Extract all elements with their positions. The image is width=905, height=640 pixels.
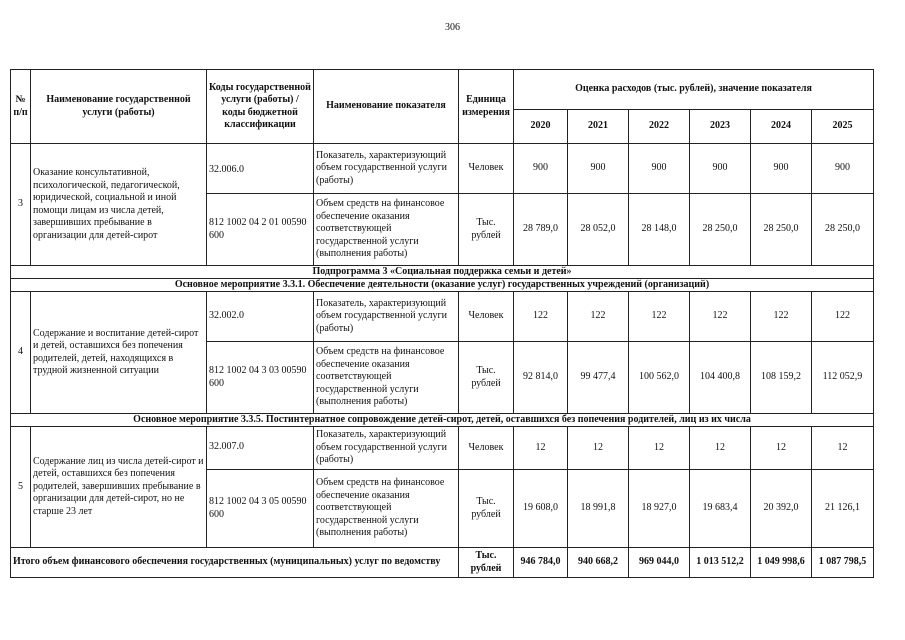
value-cell: 122 xyxy=(690,292,751,342)
value-cell: 122 xyxy=(751,292,812,342)
value-cell: 28 789,0 xyxy=(514,194,568,266)
value-cell: 900 xyxy=(514,144,568,194)
header-num: № п/п xyxy=(11,70,31,144)
value-cell: 122 xyxy=(812,292,874,342)
value-cell: 12 xyxy=(751,427,812,470)
value-cell: 18 991,8 xyxy=(568,470,629,548)
value-cell: 122 xyxy=(514,292,568,342)
row-number: 5 xyxy=(11,427,31,548)
value-cell: 900 xyxy=(812,144,874,194)
value-cell: 108 159,2 xyxy=(751,342,812,414)
header-year: 2022 xyxy=(629,110,690,144)
value-cell: 92 814,0 xyxy=(514,342,568,414)
indicator-name: Объем средств на финансовое обеспечение оказания соответствующей государственной услуги (выполнения работы) xyxy=(314,194,459,266)
subprogram-heading: Подпрограмма 3 «Социальная поддержка семьи и детей» xyxy=(11,266,874,279)
expenses-table xyxy=(10,69,874,578)
service-code: 32.007.0 xyxy=(207,427,314,470)
budget-code: 812 1002 04 2 01 00590 600 xyxy=(207,194,314,266)
unit: Человек xyxy=(459,427,514,470)
header-indicator: Наименование показателя xyxy=(314,70,459,144)
unit: Человек xyxy=(459,144,514,194)
row-number: 4 xyxy=(11,292,31,414)
header-estimate: Оценка расходов (тыс. рублей), значение показателя xyxy=(514,70,874,110)
indicator-name: Показатель, характеризующий объем государственной услуги (работы) xyxy=(314,144,459,194)
indicator-name: Показатель, характеризующий объем государственной услуги (работы) xyxy=(314,427,459,470)
indicator-name: Объем средств на финансовое обеспечение оказания соответствующей государственной услуги (выполнения работы) xyxy=(314,342,459,414)
total-value: 1 013 512,2 xyxy=(690,548,751,578)
indicator-name: Объем средств на финансовое обеспечение оказания соответствующей государственной услуги (выполнения работы) xyxy=(314,470,459,548)
value-cell: 900 xyxy=(690,144,751,194)
header-year: 2020 xyxy=(514,110,568,144)
total-value: 969 044,0 xyxy=(629,548,690,578)
total-value: 1 049 998,6 xyxy=(751,548,812,578)
value-cell: 28 250,0 xyxy=(751,194,812,266)
value-cell: 122 xyxy=(568,292,629,342)
unit: Тыс. рублей xyxy=(459,342,514,414)
page-number: 306 xyxy=(445,22,460,33)
total-value: 1 087 798,5 xyxy=(812,548,874,578)
value-cell: 900 xyxy=(568,144,629,194)
service-code: 32.006.0 xyxy=(207,144,314,194)
header-year: 2025 xyxy=(812,110,874,144)
total-label: Итого объем финансового обеспечения государственных (муниципальных) услуг по ведомству xyxy=(11,548,459,578)
row-number: 3 xyxy=(11,144,31,266)
value-cell: 28 250,0 xyxy=(690,194,751,266)
service-name: Содержание и воспитание детей-сирот и детей, оставшихся без попечения родителей, детей, находящихся в трудной жизненной ситуации xyxy=(31,292,207,414)
service-name: Оказание консультативной, психологической, педагогической, юридической, социальной и иной помощи лицам из числа детей, завершивших пребывание в организации для детей-сирот xyxy=(31,144,207,266)
value-cell: 900 xyxy=(751,144,812,194)
value-cell: 19 608,0 xyxy=(514,470,568,548)
header-year: 2024 xyxy=(751,110,812,144)
value-cell: 12 xyxy=(514,427,568,470)
value-cell: 19 683,4 xyxy=(690,470,751,548)
service-name: Содержание лиц из числа детей-сирот и детей, оставшихся без попечения родителей, завершивших пребывание в организации для детей-сирот, но не старше 23 лет xyxy=(31,427,207,548)
value-cell: 28 052,0 xyxy=(568,194,629,266)
value-cell: 21 126,1 xyxy=(812,470,874,548)
header-year: 2021 xyxy=(568,110,629,144)
header-codes: Коды государственной услуги (работы) / коды бюджетной классификации xyxy=(207,70,314,144)
value-cell: 18 927,0 xyxy=(629,470,690,548)
value-cell: 20 392,0 xyxy=(751,470,812,548)
value-cell: 28 250,0 xyxy=(812,194,874,266)
unit: Тыс. рублей xyxy=(459,194,514,266)
value-cell: 104 400,8 xyxy=(690,342,751,414)
budget-code: 812 1002 04 3 05 00590 600 xyxy=(207,470,314,548)
value-cell: 12 xyxy=(568,427,629,470)
activity-heading: Основное мероприятие 3.3.1. Обеспечение деятельности (оказание услуг) государственных учреждений (организаций) xyxy=(11,279,874,292)
header-year: 2023 xyxy=(690,110,751,144)
value-cell: 12 xyxy=(812,427,874,470)
value-cell: 100 562,0 xyxy=(629,342,690,414)
value-cell: 122 xyxy=(629,292,690,342)
service-code: 32.002.0 xyxy=(207,292,314,342)
total-unit: Тыс. рублей xyxy=(459,548,514,578)
unit: Тыс. рублей xyxy=(459,470,514,548)
budget-code: 812 1002 04 3 03 00590 600 xyxy=(207,342,314,414)
value-cell: 900 xyxy=(629,144,690,194)
indicator-name: Показатель, характеризующий объем государственной услуги (работы) xyxy=(314,292,459,342)
header-unit: Единица измерения xyxy=(459,70,514,144)
value-cell: 112 052,9 xyxy=(812,342,874,414)
value-cell: 28 148,0 xyxy=(629,194,690,266)
total-value: 946 784,0 xyxy=(514,548,568,578)
value-cell: 12 xyxy=(690,427,751,470)
header-service: Наименование государственной услуги (работы) xyxy=(31,70,207,144)
value-cell: 99 477,4 xyxy=(568,342,629,414)
activity-heading: Основное мероприятие 3.3.5. Постинтернатное сопровождение детей-сирот, детей, оставшихся без попечения родителей, лиц из их числа xyxy=(11,414,874,427)
total-value: 940 668,2 xyxy=(568,548,629,578)
unit: Человек xyxy=(459,292,514,342)
value-cell: 12 xyxy=(629,427,690,470)
